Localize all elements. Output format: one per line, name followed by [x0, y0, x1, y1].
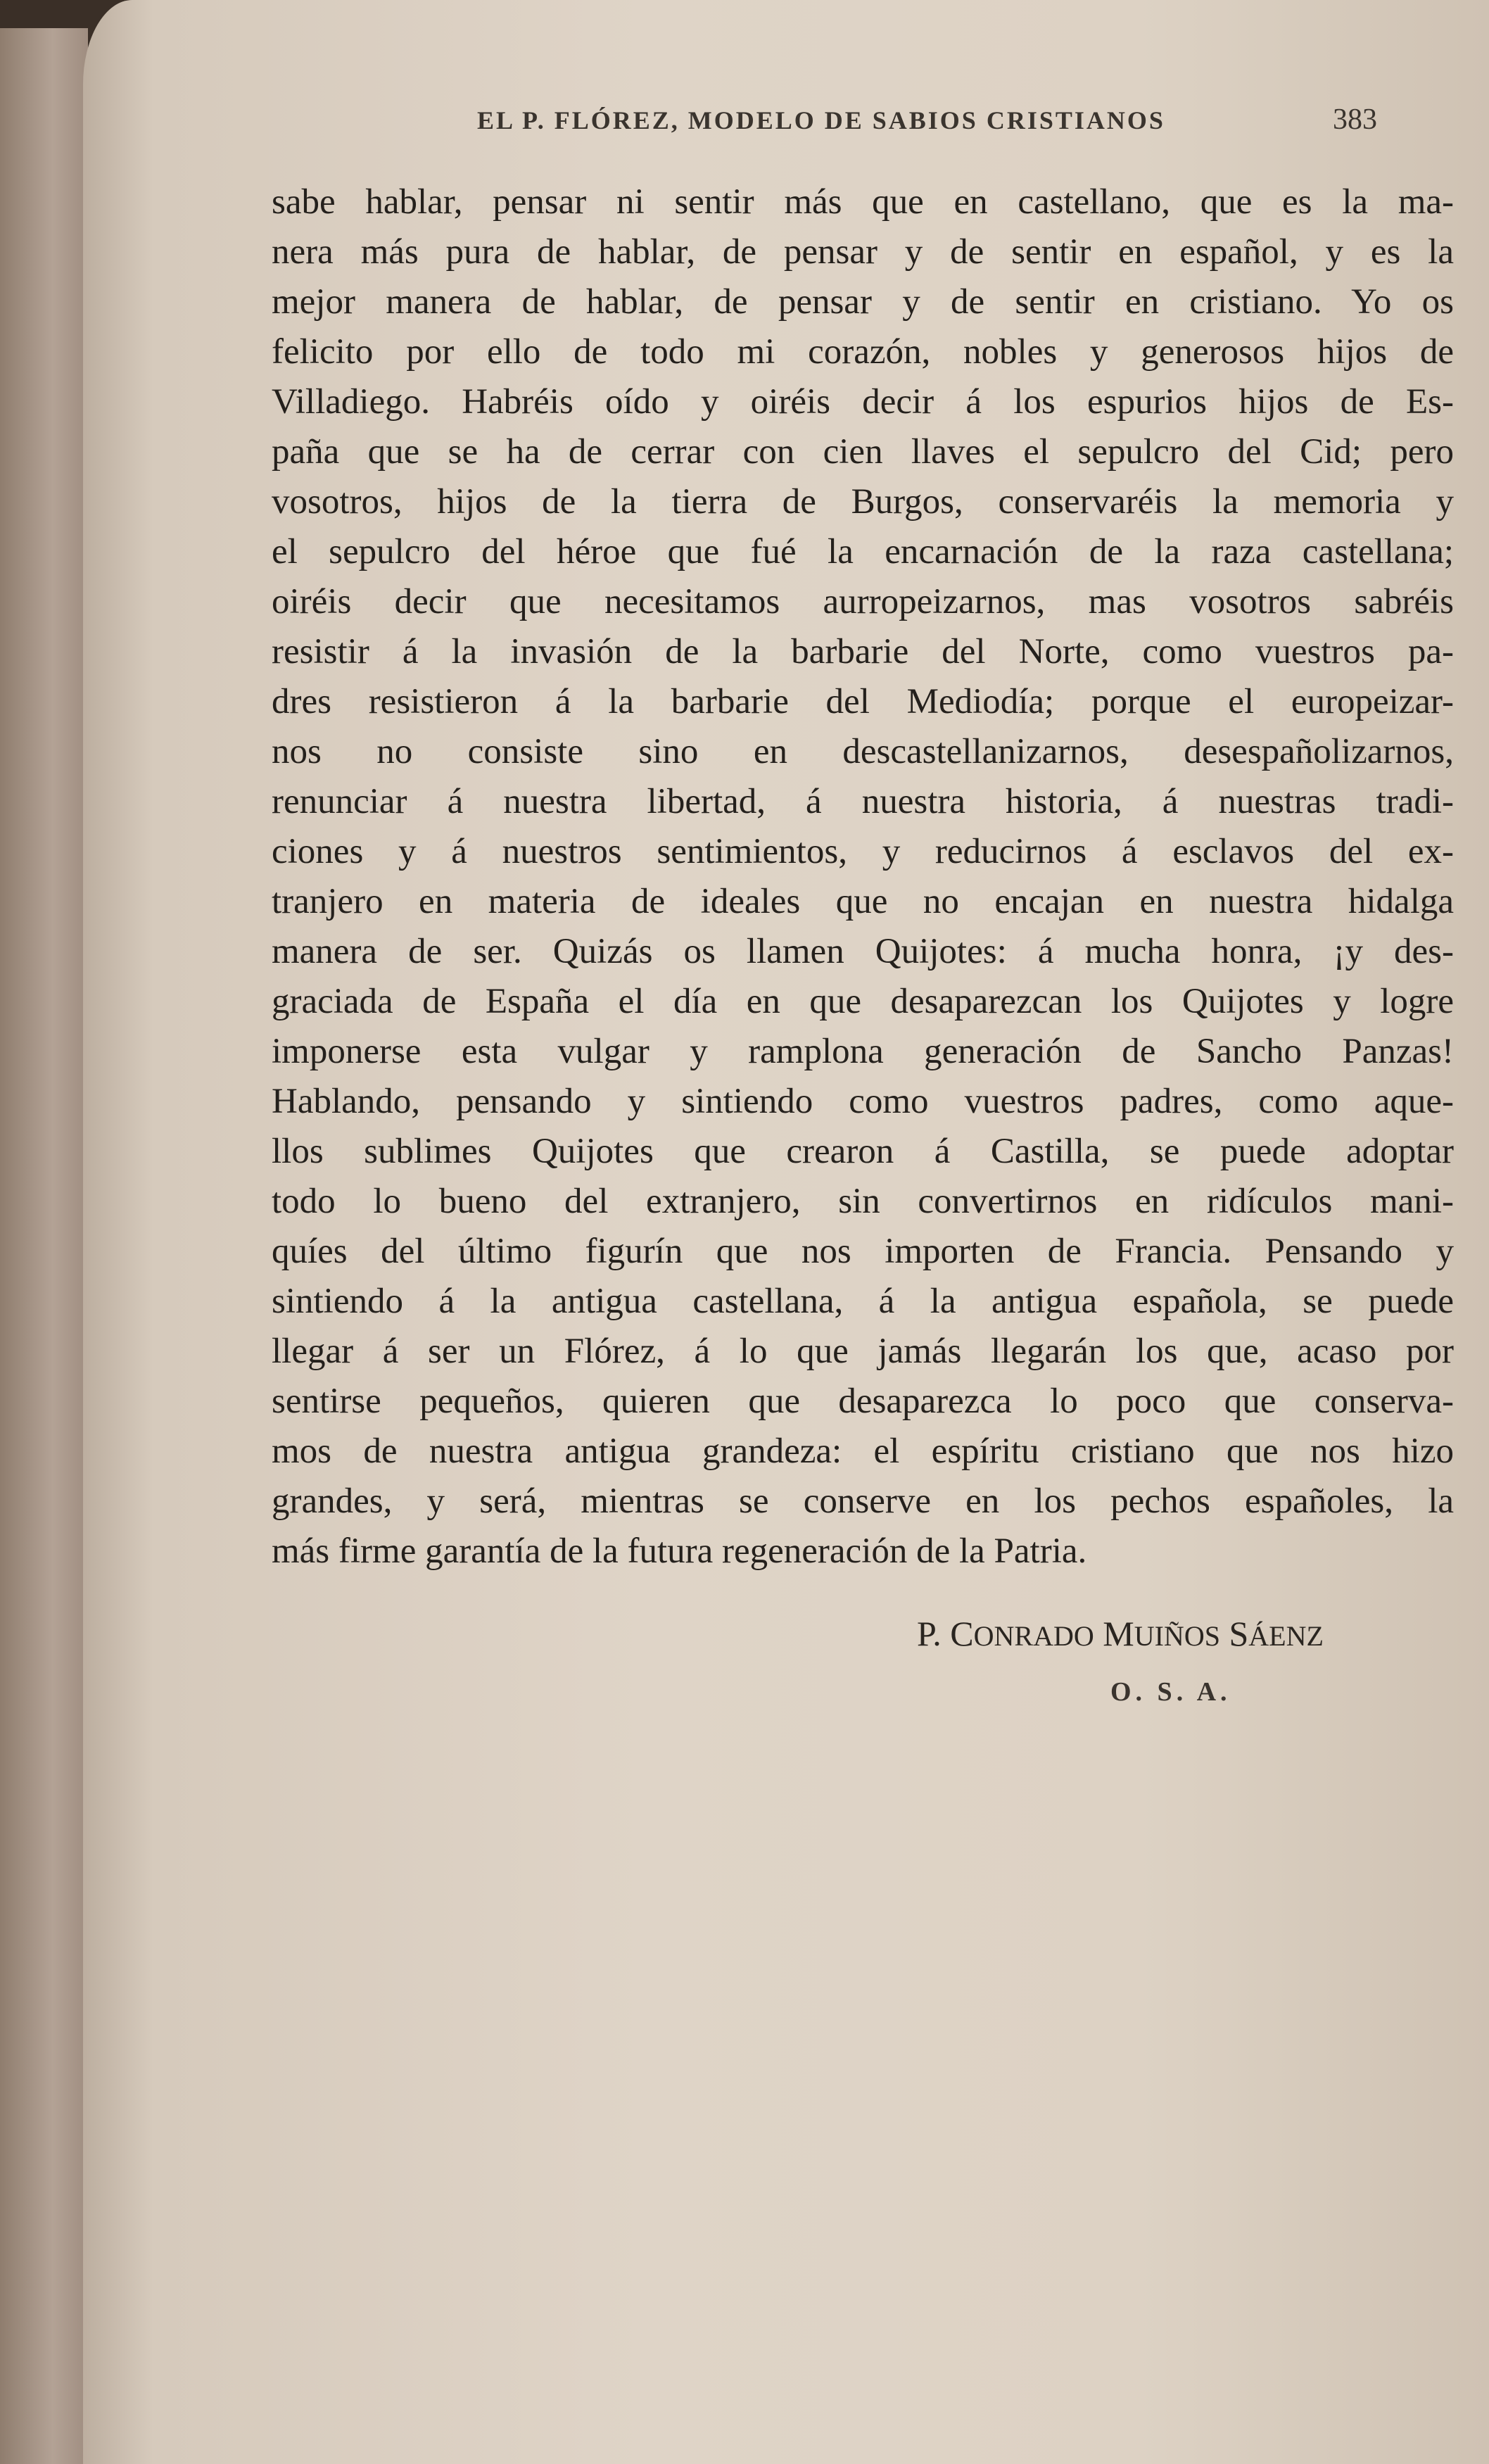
text-line: tranjero en materia de ideales que no encajan en nuestra hidalga: [272, 882, 1454, 921]
text-line: Hablando, pensando y sintiendo como vuestros padres, como aque-: [272, 1082, 1454, 1121]
text-line: felicito por ello de todo mi corazón, nobles y generosos hijos de: [272, 332, 1454, 372]
text-line: el sepulcro del héroe que fué la encarnación de la raza castellana;: [272, 532, 1454, 571]
signature-part: S: [1229, 1614, 1249, 1653]
author-signature: [917, 1613, 1324, 1654]
facing-page-edge: [0, 28, 88, 2464]
text-line: quíes del último figurín que nos importen de Francia. Pensando y: [272, 1232, 1454, 1271]
text-line: nera más pura de hablar, de pensar y de sentir en español, y es la: [272, 232, 1454, 272]
signature-part: UIÑOS: [1134, 1620, 1220, 1652]
text-line: grandes, y será, mientras se conserve en los pechos españoles, la: [272, 1481, 1454, 1521]
text-line: llos sublimes Quijotes que crearon á Castilla, se puede adoptar: [272, 1132, 1454, 1171]
text-line: mos de nuestra antigua grandeza: el espíritu cristiano que nos hizo: [272, 1432, 1454, 1471]
signature-part: ÁENZ: [1248, 1620, 1324, 1652]
text-line: sentirse pequeños, quieren que desaparezca lo poco que conserva-: [272, 1382, 1454, 1421]
text-line: renunciar á nuestra libertad, á nuestra historia, á nuestras tradi-: [272, 782, 1454, 821]
book-page: [83, 0, 1489, 2464]
text-line: paña que se ha de cerrar con cien llaves el sepulcro del Cid; pero: [272, 432, 1454, 472]
text-line: dres resistieron á la barbarie del Mediodía; porque el europeizar-: [272, 682, 1454, 721]
text-line: oiréis decir que necesitamos aurropeizarnos, mas vosotros sabréis: [272, 582, 1454, 621]
text-line: ciones y á nuestros sentimientos, y reducirnos á esclavos del ex-: [272, 832, 1454, 871]
signature-part: ONRADO: [973, 1620, 1094, 1652]
text-line: sintiendo á la antigua castellana, á la antigua española, se puede: [272, 1282, 1454, 1321]
text-line: mejor manera de hablar, de pensar y de sentir en cristiano. Yo os: [272, 282, 1454, 322]
text-line: imponerse esta vulgar y ramplona generación de Sancho Panzas!: [272, 1032, 1454, 1071]
signature-part: P. C: [917, 1614, 974, 1653]
running-title: EL P. FLÓREZ, MODELO DE SABIOS CRISTIANOS: [477, 106, 1165, 134]
text-line: sabe hablar, pensar ni sentir más que en castellano, que es la ma-: [272, 182, 1454, 222]
text-line: Villadiego. Habréis oído y oiréis decir á los espurios hijos de Es-: [272, 382, 1454, 422]
text-line: vosotros, hijos de la tierra de Burgos, conservaréis la memoria y: [272, 482, 1454, 522]
religious-order: O. S. A.: [1110, 1677, 1231, 1707]
body-text: [272, 177, 1454, 1577]
text-line: graciada de España el día en que desaparezcan los Quijotes y logre: [272, 982, 1454, 1021]
text-line: llegar á ser un Flórez, á lo que jamás llegarán los que, acaso por: [272, 1332, 1454, 1371]
text-line: manera de ser. Quizás os llamen Quijotes: á mucha honra, ¡y des-: [272, 932, 1454, 971]
text-line: todo lo bueno del extranjero, sin convertirnos en ridículos mani-: [272, 1182, 1454, 1221]
text-line: resistir á la invasión de la barbarie del Norte, como vuestros pa-: [272, 632, 1454, 671]
page-number: 383: [1333, 103, 1377, 136]
signature-part: M: [1103, 1614, 1134, 1653]
text-line: nos no consiste sino en descastellanizarnos, desespañolizarnos,: [272, 732, 1454, 771]
text-line: más firme garantía de la futura regeneración de la Patria.: [272, 1531, 1087, 1571]
